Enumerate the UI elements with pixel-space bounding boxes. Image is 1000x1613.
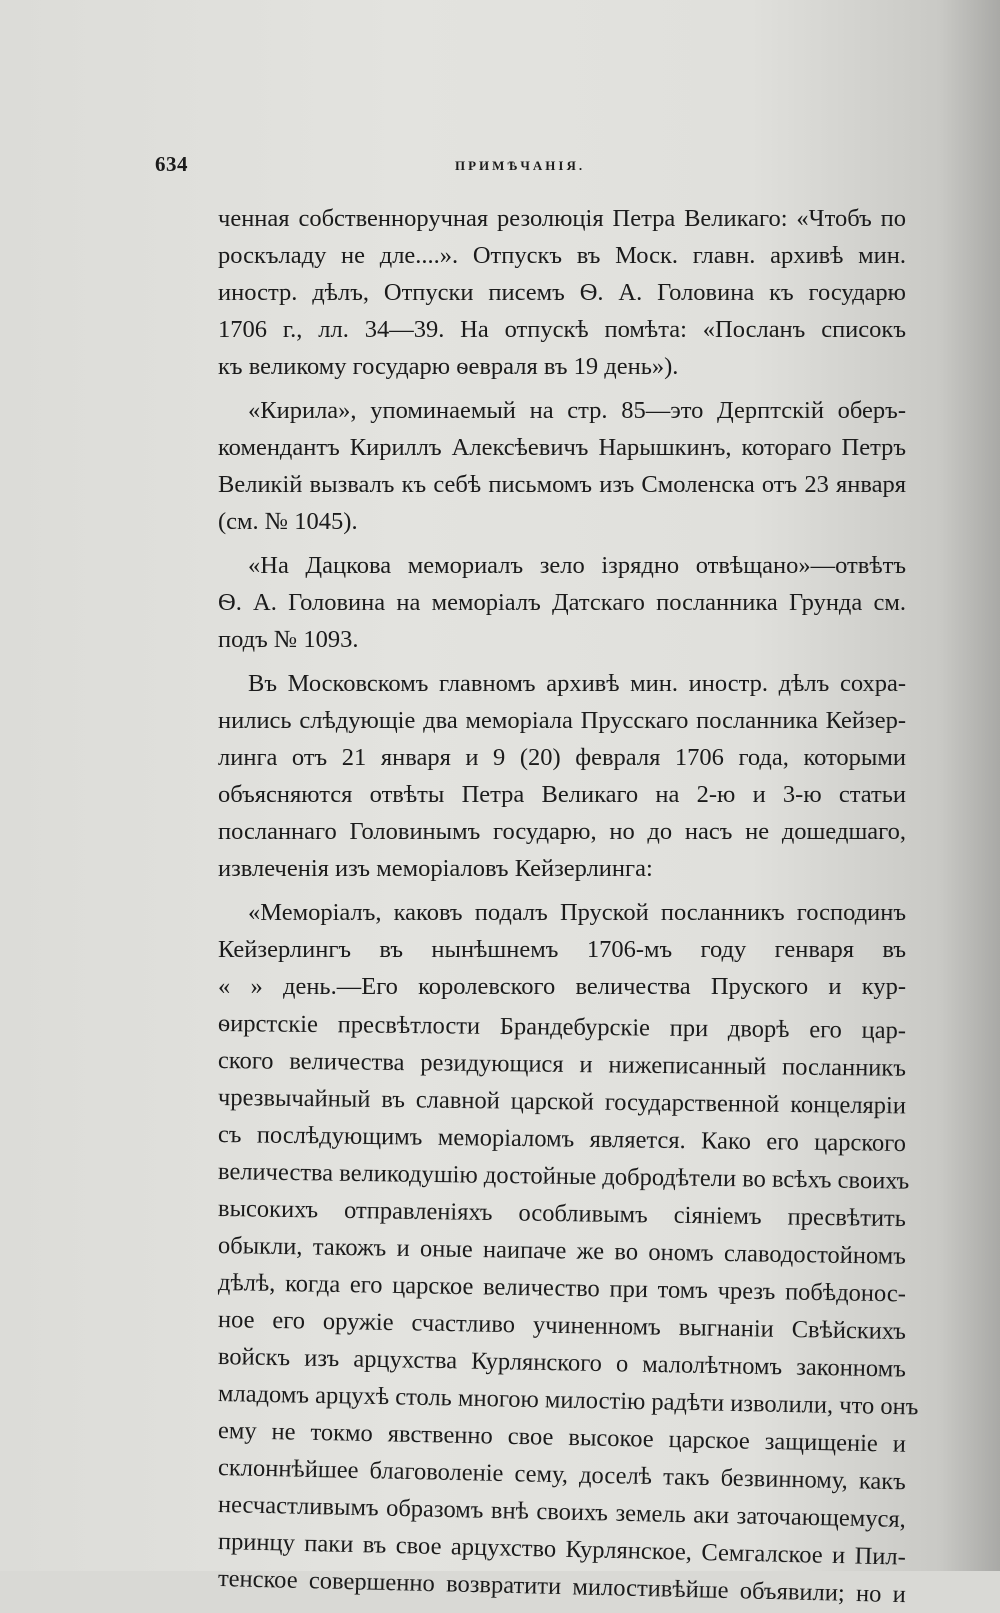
body-text xyxy=(217,200,919,1609)
paragraph xyxy=(218,392,906,540)
text-line: объясняются отвѣты Петра Великаго на 2-ю и 3-ю статьи xyxy=(218,781,906,808)
page-number: 634 xyxy=(155,152,188,176)
text-line: (см. № 1045). xyxy=(218,508,358,535)
text-line: обыкли, такожъ и оные наипаче же во ономъ славодостойномъ xyxy=(217,1232,907,1270)
text-line: «Меморіалъ, каковъ подалъ Пруской посланникъ господинъ xyxy=(248,899,906,926)
text-line: «Кирила», упоминаемый на стр. 85—это Дерптскій оберъ- xyxy=(248,397,906,424)
running-head: ПРИМѢЧАНІЯ. xyxy=(455,158,586,173)
text-line: величества великодушію достойные добродѣтели во всѣхъ своихъ xyxy=(217,1158,910,1195)
text-line: извлеченія изъ меморіаловъ Кейзерлинга: xyxy=(218,855,653,882)
paragraph xyxy=(218,200,906,385)
text-line: нились слѣдующіе два меморіала Прусскаго посланника Кейзер- xyxy=(218,707,906,734)
page-header xyxy=(155,152,905,182)
text-line: высокихъ отправленіяхъ особливымъ сіяніемъ пресвѣтить xyxy=(217,1195,907,1233)
text-line: ского величества резидующися и нижеписанный посланникъ xyxy=(217,1047,907,1082)
text-line: склоннѣйшее благоволеніе сему, доселѣ такъ безвинному, какъ xyxy=(217,1454,907,1496)
text-line: принцу паки въ свое арцухство Курлянское, Семгалское и Пил- xyxy=(217,1528,907,1571)
text-line: иностр. дѣлъ, Отпуски писемъ Ѳ. А. Головина къ государю xyxy=(218,279,906,306)
paragraph xyxy=(218,547,906,658)
text-line: 1706 г., лл. 34—39. На отпускѣ помѣта: «Посланъ списокъ xyxy=(218,316,906,343)
text-line: къ великому государю ѳевраля въ 19 день»). xyxy=(218,353,679,380)
text-line: « » день.—Его королевского величества Пруского и кур- xyxy=(218,973,906,1000)
paragraph xyxy=(218,665,906,887)
text-line: чрезвычайный въ славной царской государственной концеляріи xyxy=(217,1084,907,1120)
text-line: ему не токмо явственно свое высокое царское защищеніе и xyxy=(217,1417,907,1458)
text-line: «На Дацкова мемориалъ зело ізрядно отвѣщано»—отвѣтъ xyxy=(248,552,906,579)
text-line: несчастливымъ образомъ внѣ своихъ земель аки заточающемуся, xyxy=(217,1491,907,1534)
text-line: ѳирстскіе пресвѣтлости Брандебурскіе при дворѣ его цар- xyxy=(217,1010,907,1045)
text-line: тенское совершенно возвратити милостивѣйше объявили; но и xyxy=(217,1565,907,1609)
text-line: Великій вызвалъ къ себѣ письмомъ изъ Смоленска отъ 23 января xyxy=(218,471,906,498)
text-line: ное его оружіе счастливо учиненномъ выгнаніи Свѣйскихъ xyxy=(217,1306,907,1346)
text-line: ченная собственноручная резолюція Петра Великаго: «Чтобъ по xyxy=(218,205,906,232)
text-line: съ послѣдующимъ меморіаломъ является. Како его царского xyxy=(217,1121,907,1158)
text-line: посланнаго Головинымъ государю, но до насъ не дошедшаго, xyxy=(218,818,906,845)
text-line: Ѳ. А. Головина на меморіалъ Датскаго посланника Грунда см. xyxy=(218,589,906,616)
text-line: комендантъ Кириллъ Алексѣевичъ Нарышкинъ, котораго Петръ xyxy=(218,434,906,461)
text-line: дѣлѣ, когда его царское величество при томъ чрезъ побѣдонос- xyxy=(217,1269,907,1308)
paragraph xyxy=(217,894,919,1609)
text-line: войскъ изъ арцухства Курлянского о малолѣтномъ законномъ xyxy=(217,1343,907,1383)
text-line: младомъ арцухѣ столь многою милостію радѣти изволили, что онъ xyxy=(217,1380,919,1421)
text-line: линга отъ 21 января и 9 (20) февраля 1706 года, которыми xyxy=(218,744,906,771)
text-line: подъ № 1093. xyxy=(218,626,359,653)
text-line: Въ Московскомъ главномъ архивѣ мин. иностр. дѣлъ сохра- xyxy=(248,670,906,697)
text-line: роскъладу не дле....». Отпускъ въ Моск. главн. архивѣ мин. xyxy=(218,242,906,269)
text-line: Кейзерлингъ въ нынѣшнемъ 1706-мъ году генваря въ xyxy=(218,936,906,963)
